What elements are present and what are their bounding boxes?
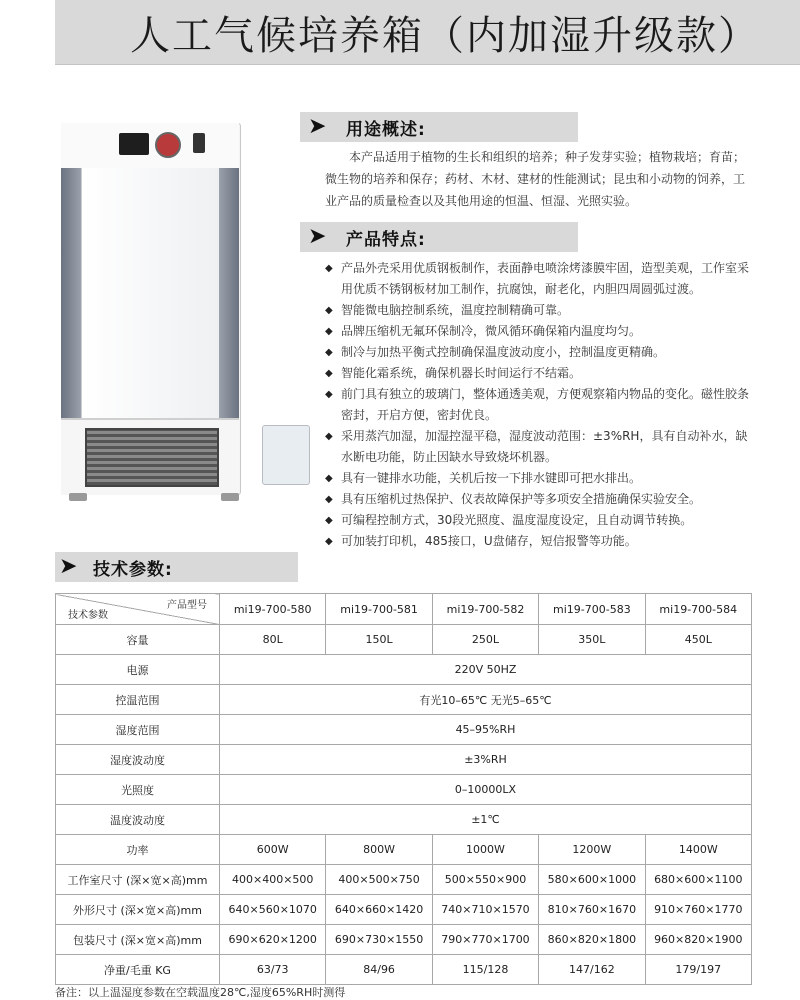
- usage-heading-bar: [300, 112, 578, 142]
- table-cell: 640×560×1070: [220, 895, 326, 925]
- corner-model-label: 产品型号: [167, 600, 207, 611]
- model-header: mi19-700-584: [645, 594, 751, 625]
- table-cell-merged: 220V 50HZ: [220, 655, 752, 685]
- row-label: 湿度波动度: [56, 745, 220, 775]
- spec-table: [55, 593, 752, 985]
- table-row: [56, 775, 752, 805]
- model-header: mi19-700-583: [539, 594, 645, 625]
- table-cell: 640×660×1420: [326, 895, 432, 925]
- list-item: ◆ 前门具有独立的玻璃门，整体通透美观，方便观察箱内物品的变化。磁性胶条密封，开启方便，密封优良。: [325, 384, 755, 426]
- model-header: mi19-700-580: [220, 594, 326, 625]
- table-cell: 690×730×1550: [326, 925, 432, 955]
- list-item: ◆ 智能微电脑控制系统，温度控制精确可靠。: [325, 300, 755, 321]
- table-row: [56, 685, 752, 715]
- list-item: ◆ 采用蒸汽加湿，加湿控湿平稳，湿度波动范围：±3%RH，具有自动补水，缺水断电功能，防止因缺水导致烧坏机器。: [325, 426, 755, 468]
- table-row: [56, 745, 752, 775]
- corner-param-label: 技术参数: [68, 610, 108, 621]
- arrow-right-icon: ➤: [308, 224, 327, 249]
- diamond-bullet-icon: ◆: [325, 473, 333, 484]
- diamond-bullet-icon: ◆: [325, 536, 333, 547]
- diamond-bullet-icon: ◆: [325, 326, 333, 337]
- table-cell: 800W: [326, 835, 432, 865]
- table-cell-merged: 0–10000LX: [220, 775, 752, 805]
- arrow-right-icon: ➤: [59, 554, 78, 579]
- table-cell: 147/162: [539, 955, 645, 985]
- table-row: [56, 865, 752, 895]
- model-header: mi19-700-581: [326, 594, 432, 625]
- row-label: 温度波动度: [56, 805, 220, 835]
- table-corner-cell: [56, 594, 220, 625]
- diamond-bullet-icon: ◆: [325, 263, 333, 274]
- table-row: [56, 925, 752, 955]
- diamond-bullet-icon: ◆: [325, 494, 333, 505]
- diamond-bullet-icon: ◆: [325, 305, 333, 316]
- table-cell: 250L: [432, 625, 538, 655]
- table-cell: 810×760×1670: [539, 895, 645, 925]
- row-label: 容量: [56, 625, 220, 655]
- row-label: 湿度范围: [56, 715, 220, 745]
- diamond-bullet-icon: ◆: [325, 368, 333, 379]
- table-cell-merged: ±3%RH: [220, 745, 752, 775]
- footnote: 备注：以上温湿度参数在空载温度28℃,湿度65%RH时测得: [55, 986, 346, 999]
- usage-heading: 用途概述:: [346, 120, 426, 140]
- list-item: ◆ 可编程控制方式，30段光照度、温度湿度设定，且自动调节转换。: [325, 510, 755, 531]
- diamond-bullet-icon: ◆: [325, 347, 333, 358]
- page-title: 人工气候培养箱（内加湿升级款）: [130, 13, 760, 59]
- table-row: [56, 715, 752, 745]
- list-item: ◆ 产品外壳采用优质钢板制作，表面静电喷涂烤漆膜牢固，造型美观，工作室采用优质不锈钢板材加工制作，抗腐蚀，耐老化，内胆四周圆弧过渡。: [325, 258, 755, 300]
- table-cell: 500×550×900: [432, 865, 538, 895]
- features-list: [325, 258, 755, 552]
- table-cell: 1000W: [432, 835, 538, 865]
- row-label: 光照度: [56, 775, 220, 805]
- table-cell-merged: 有光10–65℃ 无光5–65℃: [220, 685, 752, 715]
- table-cell: 580×600×1000: [539, 865, 645, 895]
- cabinet-foot: [221, 493, 239, 501]
- row-label: 外形尺寸 (深×宽×高)mm: [56, 895, 220, 925]
- features-heading-bar: [300, 222, 578, 252]
- water-tank: [262, 425, 310, 485]
- table-cell: 680×600×1100: [645, 865, 751, 895]
- table-cell: 150L: [326, 625, 432, 655]
- row-label: 工作室尺寸 (深×宽×高)mm: [56, 865, 220, 895]
- list-item: ◆ 具有一键排水功能，关机后按一下排水键即可把水排出。: [325, 468, 755, 489]
- table-cell: 63/73: [220, 955, 326, 985]
- controller-dial: [155, 132, 181, 158]
- cabinet-control-panel: [61, 123, 239, 169]
- table-cell: 740×710×1570: [432, 895, 538, 925]
- table-cell-merged: ±1℃: [220, 805, 752, 835]
- diamond-bullet-icon: ◆: [325, 515, 333, 526]
- table-cell: 350L: [539, 625, 645, 655]
- table-row: [56, 955, 752, 985]
- row-label: 控温范围: [56, 685, 220, 715]
- list-item: ◆ 智能化霜系统，确保机器长时间运行不结霜。: [325, 363, 755, 384]
- table-cell: 400×400×500: [220, 865, 326, 895]
- features-heading: 产品特点:: [346, 230, 426, 250]
- specs-heading-bar: [55, 552, 298, 582]
- table-cell: 179/197: [645, 955, 751, 985]
- table-cell: 84/96: [326, 955, 432, 985]
- table-row: [56, 805, 752, 835]
- title-banner: [55, 0, 800, 65]
- controller-display: [119, 133, 149, 155]
- table-cell: 860×820×1800: [539, 925, 645, 955]
- table-cell-merged: 45–95%RH: [220, 715, 752, 745]
- table-cell: 1200W: [539, 835, 645, 865]
- cabinet-side-right: [219, 168, 239, 418]
- list-item: ◆ 制冷与加热平衡式控制确保温度波动度小，控制温度更精确。: [325, 342, 755, 363]
- row-label: 净重/毛重 KG: [56, 955, 220, 985]
- row-label: 包装尺寸 (深×宽×高)mm: [56, 925, 220, 955]
- cabinet-foot: [69, 493, 87, 501]
- row-label: 电源: [56, 655, 220, 685]
- list-item: ◆ 可加装打印机，485接口，U盘储存，短信报警等功能。: [325, 531, 755, 552]
- table-cell: 400×500×750: [326, 865, 432, 895]
- table-row: [56, 655, 752, 685]
- model-header: mi19-700-582: [432, 594, 538, 625]
- row-label: 功率: [56, 835, 220, 865]
- table-cell: 960×820×1900: [645, 925, 751, 955]
- table-cell: 690×620×1200: [220, 925, 326, 955]
- specs-heading: 技术参数:: [93, 560, 173, 580]
- table-row: [56, 625, 752, 655]
- table-cell: 450L: [645, 625, 751, 655]
- power-switch: [193, 133, 205, 153]
- table-row: [56, 895, 752, 925]
- vent-grill: [85, 428, 219, 487]
- table-cell: 600W: [220, 835, 326, 865]
- table-row: [56, 835, 752, 865]
- table-cell: 790×770×1700: [432, 925, 538, 955]
- cabinet-door: [81, 168, 221, 418]
- list-item: ◆ 具有压缩机过热保护、仪表故障保护等多项安全措施确保实验安全。: [325, 489, 755, 510]
- diamond-bullet-icon: ◆: [325, 389, 333, 400]
- table-cell: 80L: [220, 625, 326, 655]
- table-cell: 910×760×1770: [645, 895, 751, 925]
- table-cell: 1400W: [645, 835, 751, 865]
- cabinet-side-left: [61, 168, 81, 418]
- arrow-right-icon: ➤: [308, 114, 327, 139]
- usage-text: 本产品适用于植物的生长和组织的培养；种子发芽实验；植物栽培；育苗；微生物的培养和保存；药材、木材、建材的性能测试；昆虫和小动物的饲养，工业产品的质量检查以及其他用途的恒温、恒湿、光照实验。: [325, 150, 746, 208]
- list-item: ◆ 品牌压缩机无氟环保制冷，微风循环确保箱内温度均匀。: [325, 321, 755, 342]
- diamond-bullet-icon: ◆: [325, 431, 333, 442]
- product-image: [55, 115, 315, 505]
- table-header-row: [56, 594, 752, 625]
- table-cell: 115/128: [432, 955, 538, 985]
